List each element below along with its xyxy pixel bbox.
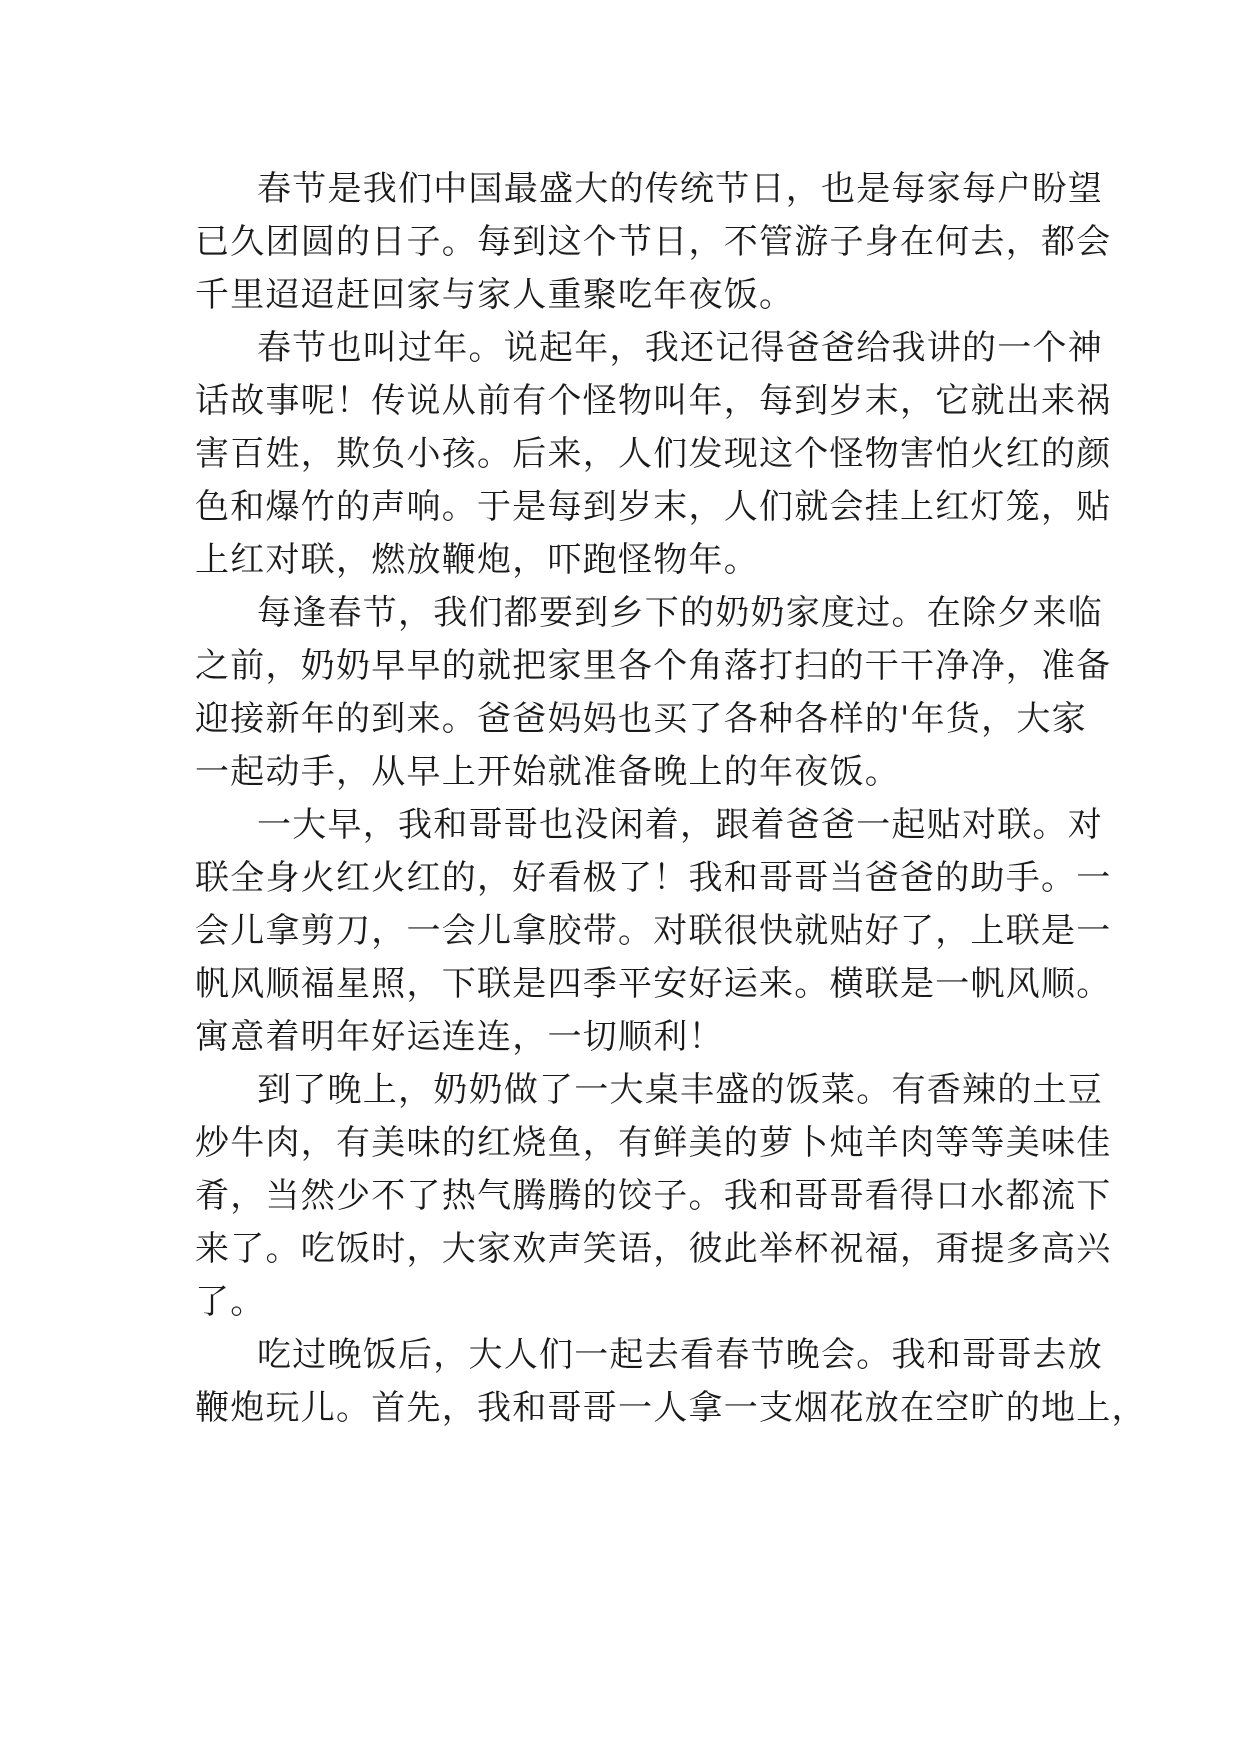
paragraph-1-line-1: 春节是我们中国最盛大的传统节日，也是每家每户盼望	[257, 169, 1103, 209]
paragraph-2-line-2: 话故事呢！传说从前有个怪物叫年，每到岁末，它就出来祸	[195, 381, 1112, 421]
paragraph-5-line-1: 到了晚上，奶奶做了一大桌丰盛的饭菜。有香辣的土豆	[257, 1070, 1103, 1110]
paragraph-6-line-1: 吃过晚饭后，大人们一起去看春节晚会。我和哥哥去放	[257, 1335, 1103, 1375]
paragraph-4-line-4: 帆风顺福星照，下联是四季平安好运来。横联是一帆风顺。	[195, 964, 1112, 1004]
paragraph-1-line-3: 千里迢迢赶回家与家人重聚吃年夜饭。	[195, 275, 795, 315]
paragraph-1-line-2: 已久团圆的日子。每到这个节日，不管游子身在何去，都会	[195, 222, 1112, 262]
paragraph-2-line-1: 春节也叫过年。说起年，我还记得爸爸给我讲的一个神	[257, 328, 1103, 368]
paragraph-3-line-4: 一起动手，从早上开始就准备晚上的年夜饭。	[195, 752, 900, 792]
paragraph-5-line-2: 炒牛肉，有美味的红烧鱼，有鲜美的萝卜炖羊肉等等美味佳	[195, 1123, 1112, 1163]
paragraph-5-line-5: 了。	[195, 1282, 266, 1322]
paragraph-3-line-1: 每逢春节，我们都要到乡下的奶奶家度过。在除夕来临	[257, 593, 1103, 633]
paragraph-4-line-3: 会儿拿剪刀，一会儿拿胶带。对联很快就贴好了，上联是一	[195, 911, 1112, 951]
paragraph-2-line-4: 色和爆竹的声响。于是每到岁末，人们就会挂上红灯笼，贴	[195, 487, 1112, 527]
paragraph-4-line-2: 联全身火红火红的，好看极了！我和哥哥当爸爸的助手。一	[195, 858, 1112, 898]
paragraph-2-line-3: 害百姓，欺负小孩。后来，人们发现这个怪物害怕火红的颜	[195, 434, 1112, 474]
paragraph-4-line-1: 一大早，我和哥哥也没闲着，跟着爸爸一起贴对联。对	[257, 805, 1103, 845]
paragraph-2-line-5: 上红对联，燃放鞭炮，吓跑怪物年。	[195, 540, 759, 580]
paragraph-3-line-2: 之前，奶奶早早的就把家里各个角落打扫的干干净净，准备	[195, 646, 1112, 686]
paragraph-5-line-4: 来了。吃饭时，大家欢声笑语，彼此举杯祝福，甭提多高兴	[195, 1229, 1112, 1269]
paragraph-3-line-3: 迎接新年的到来。爸爸妈妈也买了各种各样的'年货，大家	[195, 699, 1087, 739]
paragraph-4-line-5: 寓意着明年好运连连，一切顺利！	[195, 1017, 724, 1057]
paragraph-6-line-2: 鞭炮玩儿。首先，我和哥哥一人拿一支烟花放在空旷的地上，	[195, 1388, 1147, 1428]
paragraph-5-line-3: 肴，当然少不了热气腾腾的饺子。我和哥哥看得口水都流下	[195, 1176, 1112, 1216]
